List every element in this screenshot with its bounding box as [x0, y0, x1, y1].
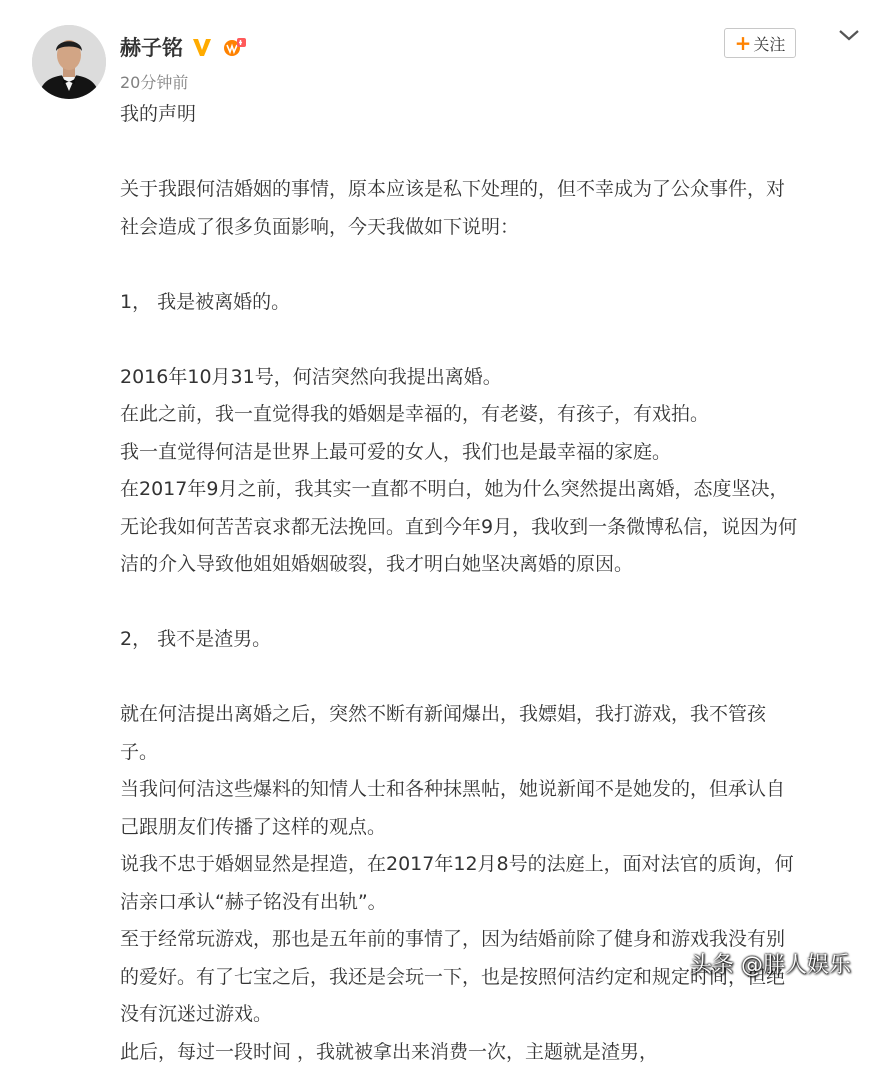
post-line: [120, 246, 860, 284]
follow-label: 关注: [753, 32, 785, 55]
chevron-down-icon[interactable]: [836, 26, 862, 44]
post-line: 在2017年9月之前，我其实一直都不明白，她为什么突然提出离婚，态度坚决，: [120, 471, 860, 509]
post-line: 就在何洁提出离婚之后，突然不断有新闻爆出，我嫖娼，我打游戏，我不管孩: [120, 696, 860, 734]
post-line: 2016年10月31号，何洁突然向我提出离婚。: [120, 359, 860, 397]
post-line: 我的声明: [120, 96, 860, 134]
post-line: 2， 我不是渣男。: [120, 621, 860, 659]
post-line: 己跟朋友们传播了这样的观点。: [120, 809, 860, 847]
post-line: 无论我如何苦苦哀求都无法挽回。直到今年9月，我收到一条微博私信，说因为何: [120, 509, 860, 547]
post-line: [120, 584, 860, 622]
post-line: 说我不忠于婚姻显然是捏造，在2017年12月8号的法庭上，面对法官的质询，何: [120, 846, 860, 884]
verified-icon[interactable]: [191, 36, 213, 58]
post-timestamp[interactable]: 20分钟前: [120, 70, 188, 93]
post-line: 此后，每过一段时间 ，我就被拿出来消费一次，主题就是渣男，: [120, 1034, 860, 1071]
post-content: [120, 96, 860, 1071]
post-line: 社会造成了很多负面影响，今天我做如下说明：: [120, 209, 860, 247]
post-line: 当我问何洁这些爆料的知情人士和各种抹黑帖，她说新闻不是她发的，但承认自: [120, 771, 860, 809]
post-line: [120, 321, 860, 359]
post-line: 洁亲口承认“赫子铭没有出轨”。: [120, 884, 860, 922]
post-line: 没有沉迷过游戏。: [120, 996, 860, 1034]
post-line: 1， 我是被离婚的。: [120, 284, 860, 322]
username[interactable]: 赫子铭: [120, 32, 183, 62]
post-line: 至于经常玩游戏，那也是五年前的事情了，因为结婚前除了健身和游戏我没有别: [120, 921, 860, 959]
follow-button[interactable]: [724, 28, 796, 58]
post-line: 的爱好。有了七宝之后，我还是会玩一下，也是按照何洁约定和规定时间，但绝: [120, 959, 860, 997]
avatar-image: [32, 25, 106, 99]
post-line: [120, 659, 860, 697]
watermark: 头条 @胖人娱乐: [690, 948, 851, 979]
username-row: [120, 30, 247, 64]
post-line: 关于我跟何洁婚姻的事情，原本应该是私下处理的，但不幸成为了公众事件，对: [120, 171, 860, 209]
member-icon[interactable]: [221, 36, 247, 58]
avatar[interactable]: [32, 25, 106, 99]
post-line: [120, 134, 860, 172]
post-line: 子。: [120, 734, 860, 772]
post-line: 在此之前，我一直觉得我的婚姻是幸福的，有老婆，有孩子，有戏拍。: [120, 396, 860, 434]
post-line: 我一直觉得何洁是世界上最可爱的女人，我们也是最幸福的家庭。: [120, 434, 860, 472]
plus-icon: +: [735, 33, 752, 53]
post-line: 洁的介入导致他姐姐婚姻破裂，我才明白她坚决离婚的原因。: [120, 546, 860, 584]
